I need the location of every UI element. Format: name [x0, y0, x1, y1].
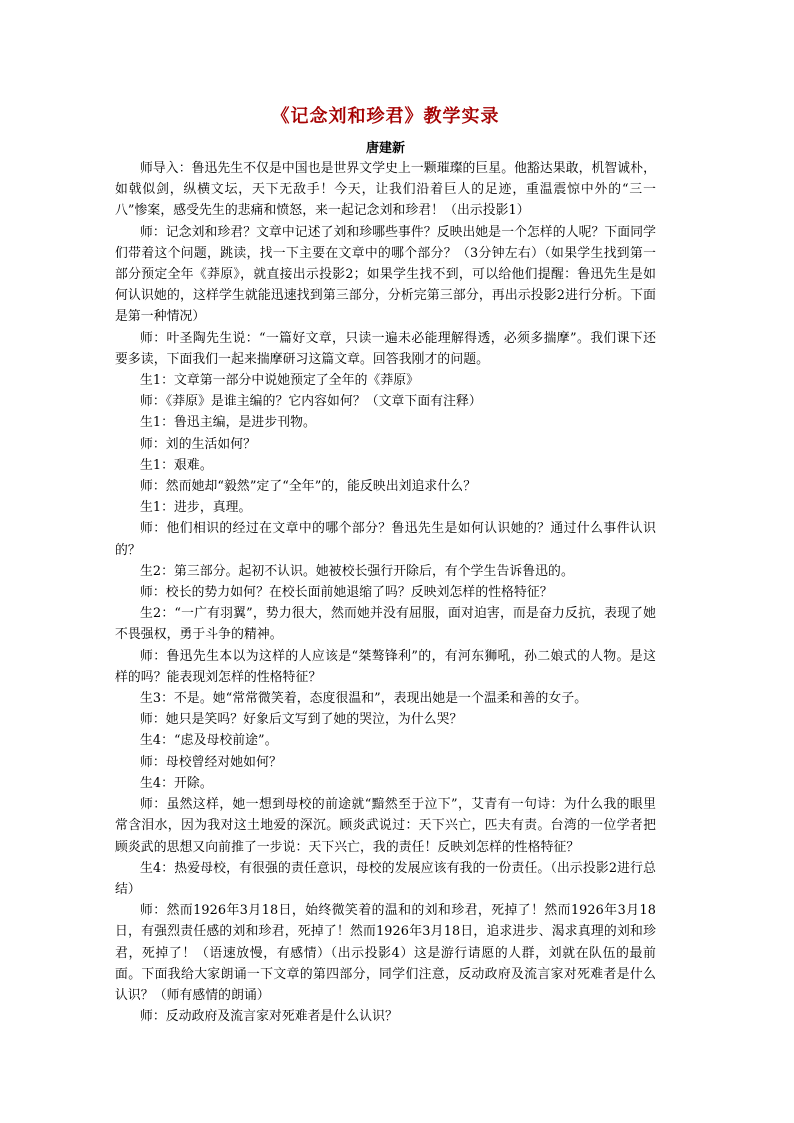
paragraph: 师：母校曾经对她如何？ — [140, 754, 282, 770]
paragraph: 生2：第三部分。起初不认识。她被校长强行开除后，有个学生告诉鲁迅的。 — [140, 563, 574, 579]
document-title: 《记念刘和珍君》教学实录 — [271, 106, 500, 127]
paragraph: 师：反动政府及流言家对死难者是什么认识？ — [140, 1009, 398, 1025]
paragraph: 生1：进步，真理。 — [140, 500, 252, 516]
paragraph: 生1：文章第一部分中说她预定了全年的《莽原》 — [140, 373, 420, 389]
paragraph: 师：然而她却“毅然”定了“全年”的，能反映出刘追求什么？ — [140, 479, 477, 495]
paragraph: 生4：开除。 — [140, 775, 213, 791]
paragraph: 师：虽然这样，她一想到母校的前途就“黯然至于泣下”，艾青有一句诗：为什么我的眼里常含泪水，因为我对这土地爱的深沉。顾炎武说过：天下兴亡，匹夫有责。台湾的一位学者把顾炎武的思想又向前推了一步说：天下兴亡，我的责任！反映刘怎样的性格特征？ — [115, 797, 656, 855]
paragraph: 生1：艰难。 — [140, 457, 213, 473]
paragraph: 师：叶圣陶先生说：“一篇好文章，只读一遍未必能理解得透，必须多揣摩”。我们课下还要多读，下面我们一起来揣摩研习这篇文章。回答我刚才的问题。 — [115, 330, 656, 367]
paragraph: 生3：不是。她“常常微笑着，态度很温和”，表现出她是一个温柔和善的女子。 — [140, 691, 588, 707]
paragraph: 师：她只是笑吗？好象后文写到了她的哭泣，为什么哭？ — [140, 712, 463, 728]
paragraph: 师：他们相识的经过在文章中的哪个部分？鲁迅先生是如何认识她的？通过什么事件认识的？ — [115, 521, 656, 558]
paragraph: 生4：热爱母校，有很强的责任意识，母校的发展应该有我的一份责任。（出示投影2进行总结） — [115, 860, 656, 897]
paragraph: 师：《莽原》是谁主编的？它内容如何？（文章下面有注释） — [140, 394, 482, 410]
paragraph: 师：记念刘和珍君？文章中记述了刘和珍哪些事件？反映出她是一个怎样的人呢？下面同学们带着这个问题，跳读，找一下主要在文章中的哪个部分？（3分钟左右）（如果学生找到第一部分预定全年《莽原》，就直接出示投影2；如果学生找不到，可以给他们提醒：鲁迅先生是如何认识她的，这样学生就能迅速找到第三部分，分析完第三部分，再出示投影2进行分析。下面是第一种情况） — [115, 224, 656, 325]
document-body — [115, 158, 656, 1027]
paragraph: 生1：鲁迅主编，是进步刊物。 — [140, 415, 316, 431]
paragraph: 师：然而1926年3月18日，始终微笑着的温和的刘和珍君，死掉了！然而1926年3月18日，有强烈责任感的刘和珍君，死掉了！然而1926年3月18日，追求进步、渴求真理的刘和珍君，死掉了！（语速放慢，有感情）（出示投影4）这是游行请愿的人群，刘就在队伍的最前面。下面我给大家朗诵一下文章的第四部分，同学们注意，反动政府及流言家对死难者是什么认识？（师有感情的朗诵） — [115, 903, 656, 1003]
paragraph: 师导入：鲁迅先生不仅是中国也是世界文学史上一颗璀璨的巨星。他豁达果敢，机智诚朴，如戟似剑，纵横文坛，天下无敌手！今天，让我们沿着巨人的足迹，重温震惊中外的“三一八”惨案，感受先生的悲痛和愤怒，来一起记念刘和珍君！（出示投影1） — [115, 161, 656, 219]
document-author: 唐建新 — [365, 141, 405, 156]
paragraph: 生2：“一广有羽翼”，势力很大，然而她并没有屈服，面对迫害，而是奋力反抗，表现了她不畏强权，勇于斗争的精神。 — [115, 606, 656, 643]
paragraph: 生4：“虑及母校前途”。 — [140, 733, 278, 749]
paragraph: 师：鲁迅先生本以为这样的人应该是“桀骜锋利”的，有河东狮吼，孙二娘式的人物。是这样的吗？能表现刘怎样的性格特征？ — [115, 648, 656, 685]
paragraph: 师：刘的生活如何？ — [140, 436, 257, 452]
paragraph: 师：校长的势力如何？在校长面前她退缩了吗？反映刘怎样的性格特征？ — [140, 585, 553, 601]
